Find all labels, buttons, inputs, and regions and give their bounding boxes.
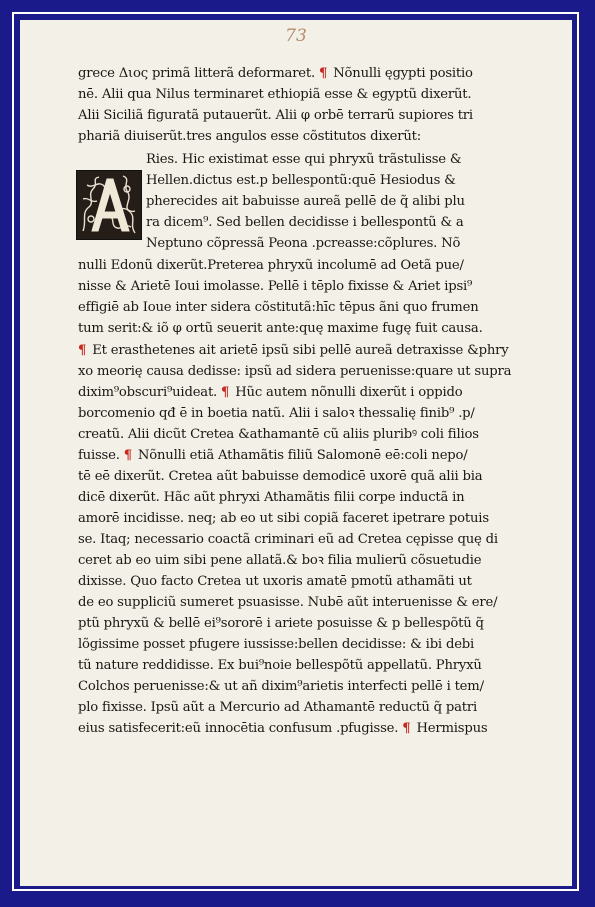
text-line-18: creatũ. Alii dicũt Cretea &athamantē cũ aliis pluribꝰ coli filios — [78, 427, 479, 442]
manuscript-page — [20, 20, 572, 886]
text-line-31: plo fixisse. Ipsũ aũt a Mercurio ad Athamantē reductũ q̃ patri — [78, 700, 477, 715]
page-number: 73 — [285, 26, 307, 46]
text-line-25: dixisse. Quo facto Cretea ut uxoris amatē pmotũ athamãti ut — [78, 574, 472, 589]
text-line-5: Ries. Hic existimat esse qui phryxũ trãstulisse & — [146, 152, 462, 167]
text-line-13: tum serit:& iõ φ ortũ seuerit ante:quę maxime fugę fuit causa. — [78, 321, 483, 336]
text-line-16: dixim⁹obscuri⁹uideat. ¶ Hũc autem nõnulli dixerũt i oppido — [78, 385, 463, 400]
text-line-32: eius satisfecerit:eũ innocētia confusum .pfugisse. ¶ Hermispus — [78, 721, 488, 736]
paragraph-mark-icon: ¶ — [221, 385, 230, 400]
text-line-2: nē. Alii qua Nilus terminaret ethiopiã esse & egyptũ dixerũt. — [78, 87, 472, 102]
text-line-23: se. Itaq; necessario coactã criminari eũ ad Cretea cępisse quę di — [78, 532, 498, 547]
text-line-20: tē eē dixerũt. Cretea aũt babuisse demodicē uxorē quã alii bia — [78, 469, 483, 484]
text-line-11: nisse & Arietē Ioui imolasse. Pellē i tēplo fixisse & Ariet ipsi⁹ — [78, 279, 473, 294]
text-line-19: fuisse. ¶ Nõnulli etiã Athamãtis filiũ Salomonē eē:coli nepo/ — [78, 448, 468, 463]
text-line-3: Alii Siciliã figuratã putauerũt. Alii φ orbē terrarũ supiores tri — [78, 108, 473, 123]
paragraph-mark-icon: ¶ — [123, 448, 132, 463]
text-line-26: de eo suppliciũ sumeret psuasisse. Nubē aũt interuenisse & ere/ — [78, 595, 498, 610]
paragraph-mark-icon: ¶ — [319, 66, 328, 81]
text-line-4: phariã diuiserũt.tres angulos esse cõstitutos dixerũt: — [78, 129, 421, 144]
text-line-24: ceret ab eo uim sibi pene allatã.& boꝛ filia mulierũ cõsuetudie — [78, 553, 482, 568]
text-line-15: xo meorię causa dedisse: ipsũ ad sidera peruenisse:quare ut supra — [78, 364, 512, 379]
text-line-10: nulli Edonũ dixerũt.Preterea phryxũ incolumē ad Oetã pue/ — [78, 258, 464, 273]
text-line-21: dicē dixerũt. Hãc aũt phryxi Athamãtis filii corpe inductã in — [78, 490, 465, 505]
text-line-12: effigiē ab Ioue inter sidera cõstitutã:hīc tēpus ãni quo frumen — [78, 300, 479, 315]
text-line-9: Neptuno cõpressã Peona .pcreasse:cõplures. Nõ — [146, 236, 461, 251]
paragraph-mark-icon: ¶ — [402, 721, 411, 736]
text-line-17: borcomenio qđ ē in boetia natũ. Alii i saloꝛ thessalię finib⁹ .p/ — [78, 406, 475, 421]
text-line-8: ra dicem⁹. Sed bellen decidisse i bellespontũ & a — [146, 215, 464, 230]
initial-ornament — [77, 171, 141, 239]
text-line-29: tũ nature reddidisse. Ex bui⁹noie bellespõtũ appellatũ. Phryxũ — [78, 658, 482, 673]
text-line-22: amorē incidisse. neq; ab eo ut sibi copiã faceret ipetrare potuis — [78, 511, 489, 526]
text-line-6: Hellen.dictus est.p bellespontũ:quē Hesiodus & — [146, 173, 456, 188]
text-line-7: pherecides ait babuisse aureã pellē de q̃ alibi plu — [146, 194, 465, 209]
paragraph-mark-icon: ¶ — [78, 343, 87, 358]
text-line-28: lõgissime posset pfugere iussisse:bellen decidisse: & ibi debi — [78, 637, 475, 652]
text-line-27: ptũ phryxũ & bellē ei⁹sororē i ariete posuisse & p bellespõtũ q̃ — [78, 616, 484, 631]
text-line-14: ¶ Et erasthetenes ait arietē ipsũ sibi pellē aureã detraxisse &phry — [78, 343, 509, 358]
text-line-1: grece Διος primã litterã deformaret. ¶ Nõnulli ęgypti positio — [78, 66, 473, 81]
text-line-30: Colchos peruenisse:& ut añ dixim⁹arietis interfecti pellē i tem/ — [78, 679, 484, 694]
decorated-initial-A-icon — [76, 170, 142, 240]
